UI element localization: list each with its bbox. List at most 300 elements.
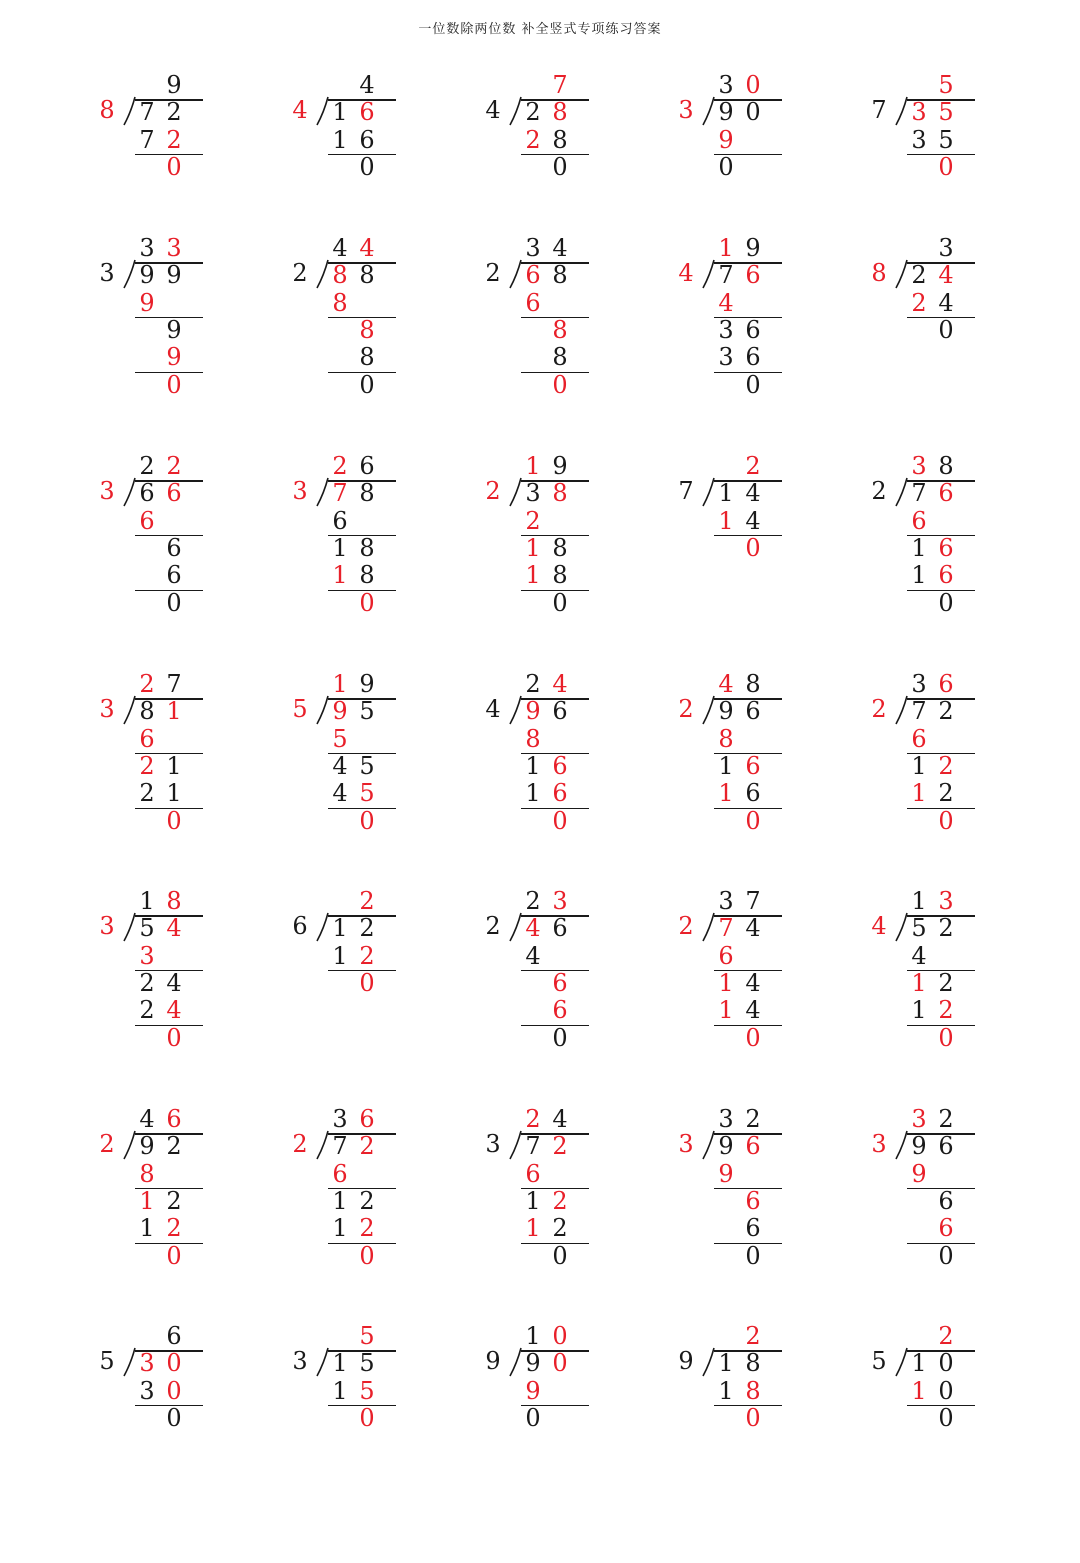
division-problem [481, 235, 621, 475]
work-digit: 2 [552, 1186, 568, 1215]
quotient-digit: 3 [911, 670, 927, 698]
dividend-digit: 7 [718, 261, 734, 290]
work-digit: 1 [525, 1214, 541, 1243]
divisor: 8 [99, 96, 115, 124]
divisor: 2 [292, 259, 308, 287]
dividend-digit: 6 [139, 479, 155, 508]
division-problem [674, 453, 814, 693]
divisor: 2 [871, 477, 887, 505]
work-digit: 3 [911, 125, 927, 154]
dividend-digit: 9 [525, 697, 541, 726]
dividend-digit: 8 [552, 98, 568, 127]
work-digit: 2 [139, 996, 155, 1025]
divisor: 3 [292, 477, 308, 505]
dividend-digit: 2 [938, 697, 954, 726]
work-digit: 9 [911, 1159, 927, 1188]
work-digit: 1 [332, 125, 348, 154]
work-digit: 1 [332, 1376, 348, 1405]
work-digit: 4 [718, 288, 734, 317]
work-digit: 8 [552, 315, 568, 344]
quotient-digit: 8 [745, 670, 761, 698]
dividend-digit: 3 [139, 1349, 155, 1378]
division-problem [674, 1106, 814, 1346]
remainder-digit: 0 [359, 152, 375, 181]
divisor: 8 [871, 259, 887, 287]
work-digit: 8 [359, 315, 375, 344]
division-problem [481, 453, 621, 693]
dividend-digit: 5 [359, 697, 375, 726]
remainder-digit: 0 [938, 1023, 954, 1052]
work-digit: 1 [166, 779, 182, 808]
quotient-digit: 2 [139, 670, 155, 698]
quotient-digit: 9 [552, 452, 568, 480]
dividend-digit: 3 [525, 479, 541, 508]
dividend-digit: 9 [718, 98, 734, 127]
dividend-digit: 8 [332, 261, 348, 290]
division-problem [481, 1106, 621, 1346]
divisor: 2 [485, 477, 501, 505]
dividend-digit: 2 [359, 1132, 375, 1161]
work-digit: 1 [332, 1214, 348, 1243]
dividend-digit: 7 [139, 98, 155, 127]
work-digit: 9 [718, 125, 734, 154]
work-digit: 0 [166, 1376, 182, 1405]
quotient-digit: 4 [552, 670, 568, 698]
division-problem [674, 671, 814, 911]
divisor: 3 [99, 477, 115, 505]
work-digit: 1 [911, 1376, 927, 1405]
division-problem [288, 888, 428, 1128]
remainder-digit: 0 [552, 370, 568, 399]
dividend-digit: 6 [938, 479, 954, 508]
quotient-digit: 2 [166, 452, 182, 480]
divisor: 2 [871, 695, 887, 723]
work-digit: 6 [552, 968, 568, 997]
quotient-digit: 2 [745, 1105, 761, 1133]
work-digit: 6 [938, 1186, 954, 1215]
dividend-digit: 1 [332, 98, 348, 127]
work-digit: 8 [718, 724, 734, 753]
quotient-digit: 3 [938, 234, 954, 262]
dividend-digit: 9 [911, 1132, 927, 1161]
dividend-digit: 7 [525, 1132, 541, 1161]
dividend-digit: 9 [718, 697, 734, 726]
division-problem [867, 453, 1007, 693]
quotient-digit: 8 [938, 452, 954, 480]
page-title: 一位数除两位数 补全竖式专项练习答案 [418, 22, 662, 37]
remainder-digit: 0 [166, 1403, 182, 1432]
remainder-digit: 0 [938, 806, 954, 835]
quotient-digit: 5 [938, 71, 954, 99]
work-digit: 1 [718, 506, 734, 535]
work-digit: 1 [911, 533, 927, 562]
work-digit: 8 [552, 343, 568, 372]
remainder-digit: 0 [745, 533, 761, 562]
quotient-digit: 1 [911, 887, 927, 915]
work-digit: 4 [745, 506, 761, 535]
remainder-digit: 0 [359, 1403, 375, 1432]
division-problem [867, 235, 1007, 475]
quotient-digit: 9 [745, 234, 761, 262]
work-digit: 2 [938, 751, 954, 780]
dividend-digit: 5 [938, 98, 954, 127]
dividend-digit: 6 [166, 479, 182, 508]
dividend-digit: 9 [139, 1132, 155, 1161]
remainder-digit: 0 [745, 1403, 761, 1432]
quotient-digit: 8 [166, 887, 182, 915]
work-digit: 6 [938, 1214, 954, 1243]
quotient-digit: 6 [359, 452, 375, 480]
dividend-digit: 6 [745, 1132, 761, 1161]
work-digit: 2 [139, 968, 155, 997]
quotient-digit: 2 [938, 1105, 954, 1133]
quotient-digit: 6 [359, 1105, 375, 1133]
dividend-digit: 5 [139, 914, 155, 943]
dividend-digit: 9 [525, 1349, 541, 1378]
work-digit: 6 [166, 533, 182, 562]
quotient-digit: 1 [139, 887, 155, 915]
dividend-digit: 1 [718, 1349, 734, 1378]
quotient-digit: 0 [552, 1322, 568, 1350]
work-digit: 1 [332, 561, 348, 590]
divisor: 4 [485, 96, 501, 124]
dividend-digit: 1 [718, 479, 734, 508]
division-problem [867, 888, 1007, 1128]
quotient-digit: 6 [166, 1105, 182, 1133]
dividend-digit: 2 [552, 1132, 568, 1161]
divisor: 2 [99, 1130, 115, 1158]
dividend-digit: 4 [166, 914, 182, 943]
dividend-digit: 4 [938, 261, 954, 290]
work-digit: 6 [139, 506, 155, 535]
work-digit: 9 [718, 1159, 734, 1188]
dividend-digit: 1 [166, 697, 182, 726]
work-digit: 2 [166, 125, 182, 154]
dividend-digit: 4 [525, 914, 541, 943]
quotient-digit: 7 [745, 887, 761, 915]
division-problem [95, 235, 235, 475]
work-digit: 6 [745, 1214, 761, 1243]
work-digit: 6 [911, 724, 927, 753]
work-digit: 6 [332, 506, 348, 535]
dividend-digit: 5 [911, 914, 927, 943]
quotient-digit: 7 [552, 71, 568, 99]
dividend-digit: 7 [911, 697, 927, 726]
quotient-digit: 3 [718, 887, 734, 915]
work-digit: 4 [938, 288, 954, 317]
work-digit: 2 [525, 125, 541, 154]
divisor: 2 [678, 912, 694, 940]
work-digit: 1 [139, 1186, 155, 1215]
remainder-digit: 0 [359, 968, 375, 997]
division-problem [95, 1106, 235, 1346]
divisor: 7 [871, 96, 887, 124]
quotient-digit: 2 [332, 452, 348, 480]
quotient-digit: 4 [552, 1105, 568, 1133]
work-digit: 5 [359, 1376, 375, 1405]
dividend-digit: 8 [359, 479, 375, 508]
remainder-digit: 0 [166, 370, 182, 399]
work-digit: 6 [745, 1186, 761, 1215]
divisor: 4 [871, 912, 887, 940]
dividend-digit: 7 [911, 479, 927, 508]
work-digit: 6 [525, 1159, 541, 1188]
work-digit: 6 [552, 996, 568, 1025]
quotient-digit: 0 [745, 71, 761, 99]
work-digit: 2 [359, 941, 375, 970]
remainder-digit: 0 [552, 806, 568, 835]
divisor: 2 [485, 259, 501, 287]
quotient-digit: 3 [718, 1105, 734, 1133]
remainder-digit: 0 [938, 152, 954, 181]
work-digit: 6 [552, 779, 568, 808]
dividend-digit: 6 [552, 697, 568, 726]
division-problem [95, 453, 235, 693]
work-digit: 1 [525, 751, 541, 780]
dividend-digit: 4 [745, 914, 761, 943]
remainder-digit: 0 [745, 370, 761, 399]
work-digit: 1 [525, 561, 541, 590]
quotient-digit: 2 [359, 887, 375, 915]
dividend-digit: 2 [911, 261, 927, 290]
dividend-digit: 1 [332, 914, 348, 943]
quotient-digit: 7 [166, 670, 182, 698]
dividend-digit: 2 [166, 1132, 182, 1161]
division-problem [288, 453, 428, 693]
divisor: 2 [292, 1130, 308, 1158]
work-digit: 3 [718, 343, 734, 372]
quotient-digit: 4 [552, 234, 568, 262]
dividend-digit: 7 [332, 479, 348, 508]
quotient-digit: 3 [911, 452, 927, 480]
dividend-digit: 8 [552, 261, 568, 290]
quotient-digit: 3 [332, 1105, 348, 1133]
divisor: 2 [678, 695, 694, 723]
quotient-digit: 3 [139, 234, 155, 262]
division-problem [481, 888, 621, 1128]
dividend-digit: 0 [166, 1349, 182, 1378]
quotient-digit: 4 [139, 1105, 155, 1133]
remainder-digit: 0 [525, 1403, 541, 1432]
remainder-digit: 0 [718, 152, 734, 181]
dividend-digit: 8 [139, 697, 155, 726]
work-digit: 3 [139, 1376, 155, 1405]
work-digit: 6 [718, 941, 734, 970]
work-digit: 2 [166, 1186, 182, 1215]
quotient-digit: 2 [525, 1105, 541, 1133]
work-digit: 1 [718, 779, 734, 808]
work-digit: 6 [938, 533, 954, 562]
division-problem [867, 1323, 1007, 1563]
division-problem [288, 1323, 428, 1563]
quotient-digit: 2 [525, 887, 541, 915]
dividend-digit: 0 [938, 1349, 954, 1378]
division-problem [95, 888, 235, 1128]
work-digit: 1 [166, 751, 182, 780]
quotient-digit: 9 [359, 670, 375, 698]
remainder-digit: 0 [938, 1403, 954, 1432]
divisor: 3 [871, 1130, 887, 1158]
dividend-digit: 9 [139, 261, 155, 290]
dividend-digit: 6 [745, 697, 761, 726]
quotient-digit: 3 [166, 234, 182, 262]
work-digit: 1 [718, 968, 734, 997]
quotient-digit: 3 [552, 887, 568, 915]
remainder-digit: 0 [552, 1241, 568, 1270]
work-digit: 2 [359, 1186, 375, 1215]
dividend-digit: 2 [166, 98, 182, 127]
quotient-digit: 2 [745, 452, 761, 480]
work-digit: 9 [166, 315, 182, 344]
dividend-digit: 6 [938, 1132, 954, 1161]
dividend-digit: 9 [166, 261, 182, 290]
work-digit: 8 [525, 724, 541, 753]
work-digit: 2 [938, 996, 954, 1025]
work-digit: 4 [332, 751, 348, 780]
work-digit: 1 [718, 1376, 734, 1405]
work-digit: 9 [525, 1376, 541, 1405]
remainder-digit: 0 [166, 152, 182, 181]
work-digit: 1 [525, 533, 541, 562]
divisor: 4 [678, 259, 694, 287]
quotient-digit: 1 [525, 452, 541, 480]
work-digit: 4 [745, 996, 761, 1025]
quotient-digit: 2 [745, 1322, 761, 1350]
work-digit: 1 [718, 751, 734, 780]
work-digit: 4 [911, 941, 927, 970]
work-digit: 8 [359, 533, 375, 562]
work-digit: 4 [166, 996, 182, 1025]
dividend-digit: 8 [745, 1349, 761, 1378]
dividend-digit: 2 [938, 914, 954, 943]
division-problem [674, 235, 814, 475]
dividend-digit: 4 [745, 479, 761, 508]
work-digit: 8 [745, 1376, 761, 1405]
dividend-digit: 2 [359, 914, 375, 943]
remainder-digit: 0 [938, 1241, 954, 1270]
divisor: 3 [485, 1130, 501, 1158]
work-digit: 3 [718, 315, 734, 344]
quotient-digit: 3 [938, 887, 954, 915]
work-digit: 8 [552, 561, 568, 590]
work-digit: 6 [139, 724, 155, 753]
remainder-digit: 0 [359, 370, 375, 399]
work-digit: 1 [911, 968, 927, 997]
work-digit: 4 [166, 968, 182, 997]
quotient-digit: 2 [139, 452, 155, 480]
dividend-digit: 9 [718, 1132, 734, 1161]
dividend-digit: 0 [552, 1349, 568, 1378]
dividend-digit: 1 [332, 1349, 348, 1378]
remainder-digit: 0 [166, 588, 182, 617]
work-digit: 1 [718, 996, 734, 1025]
remainder-digit: 0 [359, 588, 375, 617]
dividend-digit: 7 [718, 914, 734, 943]
work-digit: 8 [139, 1159, 155, 1188]
remainder-digit: 0 [166, 806, 182, 835]
quotient-digit: 4 [718, 670, 734, 698]
quotient-digit: 2 [525, 670, 541, 698]
work-digit: 8 [552, 125, 568, 154]
quotient-digit: 5 [359, 1322, 375, 1350]
remainder-digit: 0 [938, 588, 954, 617]
work-digit: 4 [525, 941, 541, 970]
work-digit: 1 [911, 751, 927, 780]
work-digit: 2 [911, 288, 927, 317]
work-digit: 8 [552, 533, 568, 562]
dividend-digit: 8 [552, 479, 568, 508]
work-digit: 8 [332, 288, 348, 317]
work-digit: 1 [525, 1186, 541, 1215]
division-problem [481, 671, 621, 911]
work-digit: 8 [359, 561, 375, 590]
quotient-digit: 1 [525, 1322, 541, 1350]
quotient-digit: 6 [938, 670, 954, 698]
work-digit: 6 [938, 561, 954, 590]
divisor: 7 [678, 477, 694, 505]
dividend-digit: 8 [359, 261, 375, 290]
dividend-digit: 3 [911, 98, 927, 127]
division-problem [867, 1106, 1007, 1346]
work-digit: 2 [139, 751, 155, 780]
division-problem [481, 1323, 621, 1563]
divisor: 3 [678, 1130, 694, 1158]
divisor: 5 [871, 1347, 887, 1375]
work-digit: 1 [525, 779, 541, 808]
work-digit: 6 [332, 1159, 348, 1188]
work-digit: 5 [359, 779, 375, 808]
work-digit: 6 [359, 125, 375, 154]
remainder-digit: 0 [552, 588, 568, 617]
remainder-digit: 0 [166, 1023, 182, 1052]
work-digit: 1 [332, 941, 348, 970]
remainder-digit: 0 [745, 806, 761, 835]
quotient-digit: 3 [525, 234, 541, 262]
work-digit: 4 [745, 968, 761, 997]
work-digit: 9 [139, 288, 155, 317]
quotient-digit: 2 [938, 1322, 954, 1350]
work-digit: 2 [938, 779, 954, 808]
work-digit: 3 [139, 941, 155, 970]
dividend-digit: 2 [525, 98, 541, 127]
division-problem [288, 1106, 428, 1346]
work-digit: 2 [359, 1214, 375, 1243]
work-digit: 4 [332, 779, 348, 808]
work-digit: 6 [745, 315, 761, 344]
work-digit: 6 [745, 343, 761, 372]
work-digit: 1 [911, 561, 927, 590]
work-digit: 2 [938, 968, 954, 997]
division-problem [288, 235, 428, 475]
quotient-digit: 4 [359, 234, 375, 262]
dividend-digit: 6 [359, 98, 375, 127]
work-digit: 0 [938, 1376, 954, 1405]
work-digit: 1 [332, 533, 348, 562]
dividend-digit: 9 [332, 697, 348, 726]
quotient-digit: 4 [359, 71, 375, 99]
remainder-digit: 0 [359, 1241, 375, 1270]
dividend-digit: 6 [552, 914, 568, 943]
divisor: 3 [292, 1347, 308, 1375]
quotient-digit: 4 [332, 234, 348, 262]
quotient-digit: 6 [166, 1322, 182, 1350]
divisor: 5 [292, 695, 308, 723]
work-digit: 1 [911, 996, 927, 1025]
quotient-digit: 3 [911, 1105, 927, 1133]
work-digit: 6 [166, 561, 182, 590]
work-digit: 6 [745, 751, 761, 780]
division-problem [95, 1323, 235, 1563]
